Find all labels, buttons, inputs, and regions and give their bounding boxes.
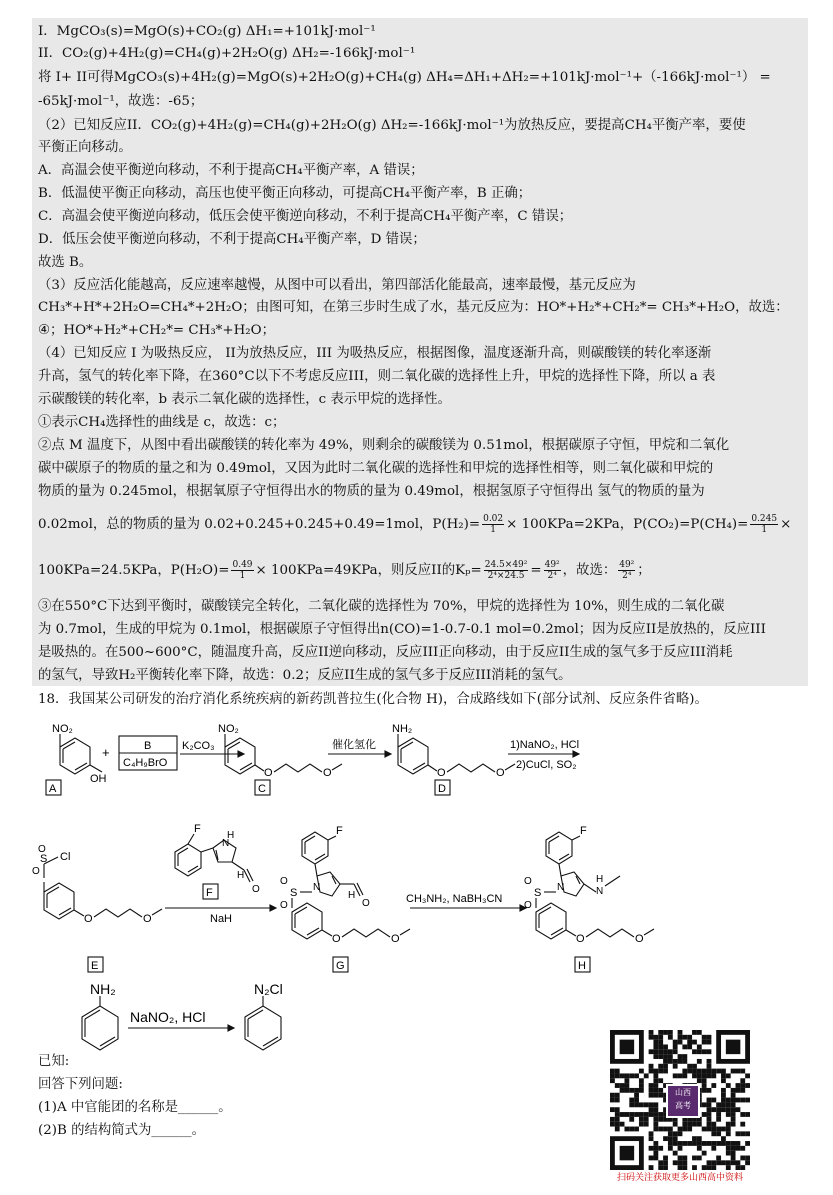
compound-label-g: G (336, 960, 345, 972)
line-option-c: C．高温会使平衡逆向移动，低压会使平衡逆向移动，不利于提高CH₄平衡产率，C 错误； (38, 209, 573, 224)
oxygen-atom: O (143, 913, 152, 925)
compound-label-f: F (206, 887, 213, 899)
line-sub1: ①表示CH₄选择性的曲线是 c，故选：c； (38, 415, 286, 430)
fraction: $\frac{0.245}{1}$ (751, 514, 778, 535)
synthesis-scheme-row-1 (30, 712, 650, 808)
line-sub2-cont2: 物质的量为 0.245mol，根据氧原子守恒得出水的物质的量为 0.49mol，根据氢原子守恒得出 氢气的物质的量为 (38, 484, 705, 499)
compound-label-e: E (91, 960, 99, 972)
line-part2: （2）已知反应II．CO₂(g)+4H₂(g)=CH₄(g)+2H₂O(g) ΔH₂=-166kJ·mol⁻¹为放热反应，要提高CH₄平衡产率，要使 (38, 118, 746, 133)
line-part3-answer: ④；HO*+H₂*+CH₂*= CH₃*+H₂O； (38, 323, 276, 338)
plus-sign: + (102, 745, 110, 760)
oxygen-atom: O (332, 933, 341, 945)
oxygen-atom: O (84, 913, 93, 925)
line-partial-pressure-2: 100KPa=24.5KPa，P(H₂O)= $\frac{0.49}{1}$ × 100KPa=49KPa，则反应II的Kₚ= $\frac{\text{24.5×49²}}{\text{2⁴×24.5}}$ = $\frac{\text{49²}}{\text{2⁴}}$ ，故选： $\frac{\text{49²}}{\text{2⁴}}$ ； (38, 560, 651, 581)
line-sub3-cont3: 的氢气，导致H₂平衡转化率下降，故选：0.2；反应II生成的氢气多于反应III消耗的氢气。 (38, 668, 572, 683)
qr-logo-badge: 山西 高考 (666, 1084, 700, 1118)
hydrogenation-reagent: 催化氢化 (332, 739, 376, 751)
known-reaction (70, 982, 330, 1062)
k2co3-reagent: K₂CO₃ (182, 740, 215, 752)
oxygen-atom: O (32, 866, 40, 877)
line-part4-cont2: 示碳酸镁的转化率，b 表示二氧化碳的选择性，c 表示甲烷的选择性。 (38, 392, 451, 407)
pyrrole-nitrogen: N (313, 882, 321, 893)
oxygen-atom: O (391, 933, 400, 945)
pyrrole-nh: H (227, 830, 235, 841)
chlorine-atom: Cl (60, 851, 71, 863)
line-reaction-1: I．MgCO₃(s)=MgO(s)+CO₂(g) ΔH₁=+101kJ·mol⁻¹ (38, 24, 376, 39)
line-hess: 将 I+ II可得MgCO₃(s)+4H₂(g)=MgO(s)+2H₂O(g)+CH₄(g) ΔH₄=ΔH₁+ΔH₂=+101kJ·mol⁻¹+（-166kJ·mol⁻¹） = (38, 70, 771, 85)
sulfur-atom: S (290, 887, 298, 899)
fluorine-atom: F (336, 825, 343, 837)
line-sub2-cont: 碳中碳原子的物质的量之和为 0.49mol，又因为此时二氧化碳的选择性和甲烷的选择性相等，则二氧化碳和甲烷的 (38, 461, 714, 476)
oxygen-atom: O (576, 933, 585, 945)
qr-caption: 扫码关注获取更多山西高中资料 (616, 1172, 743, 1182)
fraction: $\frac{\text{24.5×49²}}{\text{2⁴×24.5}}$ (484, 560, 528, 581)
oxygen-atom: O (496, 767, 505, 779)
line-part4: （4）已知反应 I 为吸热反应， II为放热反应，III 为吸热反应，根据图像，温度逐渐升高，则碳酸镁的转化率逐渐 (38, 346, 712, 361)
sulfur-atom: S (40, 853, 48, 865)
oxygen-atom: O (280, 900, 288, 911)
amino-group: NH₂ (90, 982, 116, 997)
oxygen-atom: O (524, 876, 532, 887)
hydroxyl-group: OH (90, 773, 107, 785)
oxygen-atom: O (437, 767, 446, 779)
diazotization-reagent: 1)NaNO₂, HCl (510, 739, 580, 751)
oxygen-atom: O (323, 767, 332, 779)
fraction: $\frac{0.49}{1}$ (232, 560, 253, 581)
reductive-amination-reagent: CH₃NH₂, NaBH₃CN (406, 893, 503, 905)
oxygen-atom: O (524, 900, 532, 911)
line-part3-cont: CH₃*+H*+2H₂O=CH₄*+2H₂O；由图可知，在第三步时生成了水，基元反应为：HO*+H₂*+CH₂*= CH₃*+H₂O，故选： (38, 300, 789, 315)
fraction: $\frac{\text{49²}}{\text{2⁴}}$ (619, 560, 635, 581)
line-option-d: D．低压会使平衡逆向移动，不利于提高CH₄平衡产率，D 错误； (38, 232, 426, 247)
fluorine-atom: F (194, 823, 201, 835)
line-sub3-cont: 为 0.7mol，生成的甲烷为 0.1mol，根据碳原子守恒得出n(CO)=1-0.7-0.1 mol=0.2mol；因为反应II是放热的，反应III (38, 622, 766, 637)
pyrrole-nitrogen: N (222, 838, 230, 849)
line-sub3-cont2: 是吸热的。在500~600°C，随温度升高，反应II逆向移动，反应III正向移动，由于反应II生成的氢气多于反应III消耗 (38, 645, 733, 660)
nah-reagent: NaH (210, 913, 233, 925)
amine-hydrogen: H (596, 874, 604, 885)
question-2: (2)B 的结构简式为______。 (38, 1123, 205, 1138)
line-reaction-2: II．CO₂(g)+4H₂(g)=CH₄(g)+2H₂O(g) ΔH₂=-166kJ·mol⁻¹ (38, 46, 416, 61)
line-part4-cont: 升高，氢气的转化率下降，在360°C以下不考虑反应III，则二氧化碳的选择性上升，甲烷的选择性下降，所以 a 表 (38, 369, 716, 384)
reagent-b-label: B (144, 740, 152, 752)
line-hess-result: -65kJ·mol⁻¹，故选：-65； (38, 94, 204, 109)
line-partial-pressure-1: 0.02mol，总的物质的量为 0.02+0.245+0.245+0.49=1mol，P(H₂)= $\frac{0.02}{1}$ × 100KPa=2KPa，P(CO₂)=P(CH₄)= $\frac{0.245}{1}$ × (38, 514, 792, 535)
known-label: 已知: (38, 1054, 70, 1069)
line-option-b: B．低温使平衡正向移动，高压也使平衡正向移动，可提高CH₄平衡产率，B 正确； (38, 186, 532, 201)
nitro-group: NO₂ (52, 723, 73, 735)
oxygen-atom: O (38, 844, 46, 855)
question-stem: 18．我国某公司研发的治疗消化系统疾病的新药凯普拉生(化合物 H)，合成路线如下(部分试剂、反应条件省略)。 (38, 692, 708, 707)
synthesis-scheme-row-2 (30, 812, 670, 982)
sulfur-atom: S (534, 887, 542, 899)
aldehyde-hydrogen: H (237, 870, 245, 881)
reagent-b-formula: C₄H₉BrO (123, 757, 168, 769)
amine-nitrogen: N (596, 886, 604, 897)
diazonium-group: N₂Cl (254, 982, 283, 997)
aldehyde-oxygen: O (362, 898, 370, 909)
oxygen-atom: O (280, 876, 288, 887)
aldehyde-oxygen: O (252, 884, 260, 895)
question-1: (1)A 中官能团的名称是______。 (38, 1100, 232, 1115)
aldehyde-hydrogen: H (348, 890, 356, 901)
line-sub2: ②点 M 温度下，从图中看出碳酸镁的转化率为 49%，则剩余的碳酸镁为 0.51mol，根据碳原子守恒，甲烷和二氧化 (38, 438, 730, 453)
oxygen-atom: O (635, 933, 644, 945)
compound-label-c: C (258, 783, 266, 795)
compound-label-d: D (438, 783, 446, 795)
oxygen-atom: O (264, 767, 273, 779)
answer-prompt: 回答下列问题: (38, 1077, 123, 1092)
line-part3: （3）反应活化能越高，反应速率越慢，从图中可以看出，第四部活化能最高，速率最慢，基元反应为 (38, 278, 636, 293)
compound-label-a: A (49, 783, 57, 795)
fraction: $\frac{0.02}{1}$ (483, 514, 504, 535)
fluorine-atom: F (580, 825, 587, 837)
sulfonylation-reagent: 2)CuCl, SO₂ (516, 759, 577, 771)
fraction: $\frac{\text{49²}}{\text{2⁴}}$ (544, 560, 560, 581)
line-choose-b: 故选 B。 (38, 255, 93, 270)
amino-group: NH₂ (392, 723, 413, 735)
line-part2-cont: 平衡正向移动。 (38, 140, 132, 155)
line-sub3: ③在550°C下达到平衡时，碳酸镁完全转化，二氧化碳的选择性为 70%，甲烷的选择性为 10%，则生成的二氧化碳 (38, 599, 725, 614)
pyrrole-nitrogen: N (557, 882, 565, 893)
nitro-group: NO₂ (218, 723, 239, 735)
compound-label-h: H (578, 960, 586, 972)
line-option-a: A．高温会使平衡逆向移动，不利于提高CH₄平衡产率，A 错误； (38, 163, 424, 178)
known-reagent: NaNO₂, HCl (130, 1009, 206, 1025)
